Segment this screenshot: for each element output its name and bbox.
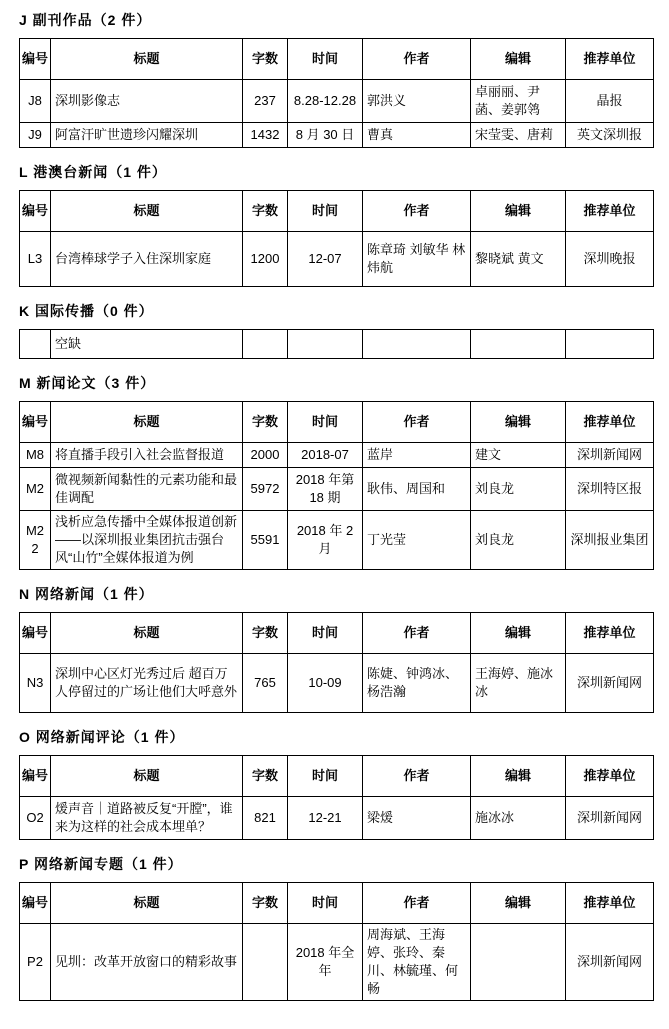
cell-time: 2018 年全年	[288, 924, 363, 1001]
col-header-unit: 推荐单位	[566, 402, 654, 443]
table-row-m8	[20, 443, 654, 468]
cell-time: 10-09	[288, 654, 363, 713]
works-table-m	[19, 401, 654, 570]
col-header-words: 字数	[243, 39, 288, 80]
cell-author: 郭洪义	[363, 80, 471, 123]
table-header-row	[20, 883, 654, 924]
cell-time: 12-21	[288, 797, 363, 840]
col-header-unit: 推荐单位	[566, 191, 654, 232]
col-header-time: 时间	[288, 402, 363, 443]
cell-words: 765	[243, 654, 288, 713]
col-header-unit: 推荐单位	[566, 613, 654, 654]
cell-title: 深圳中心区灯光秀过后 超百万人停留过的广场让他们大呼意外	[51, 654, 243, 713]
cell-editor: 王海婷、施冰冰	[471, 654, 566, 713]
works-table-l	[19, 190, 654, 287]
cell-words: 1200	[243, 232, 288, 287]
col-header-title: 标题	[51, 756, 243, 797]
col-header-unit: 推荐单位	[566, 756, 654, 797]
cell-words: 2000	[243, 443, 288, 468]
cell-time: 8.28-12.28	[288, 80, 363, 123]
col-header-id: 编号	[20, 883, 51, 924]
section-heading: K 国际传播（0 件）	[19, 303, 154, 319]
cell-author: 周海斌、王海婷、张玲、秦川、林毓瑾、何畅	[363, 924, 471, 1001]
col-header-editor: 编辑	[471, 191, 566, 232]
col-header-time: 时间	[288, 613, 363, 654]
table-row-n3	[20, 654, 654, 713]
col-header-time: 时间	[288, 756, 363, 797]
works-table-n	[19, 612, 654, 713]
cell-editor	[471, 924, 566, 1001]
cell-unit: 深圳特区报	[566, 468, 654, 511]
cell-words: 821	[243, 797, 288, 840]
section-k-international-communication	[19, 301, 653, 359]
section-n-online-news	[19, 584, 653, 713]
cell-time: 2018 年 2 月	[288, 511, 363, 570]
col-header-author: 作者	[363, 883, 471, 924]
col-header-id: 编号	[20, 191, 51, 232]
cell-unit: 深圳新闻网	[566, 797, 654, 840]
col-header-time: 时间	[288, 39, 363, 80]
col-header-editor: 编辑	[471, 613, 566, 654]
col-header-editor: 编辑	[471, 402, 566, 443]
table-row-j8	[20, 80, 654, 123]
table-row-m22	[20, 511, 654, 570]
table-header-row	[20, 191, 654, 232]
cell-author	[363, 330, 471, 359]
col-header-author: 作者	[363, 756, 471, 797]
cell-id: M2	[20, 468, 51, 511]
cell-id: P2	[20, 924, 51, 1001]
cell-title: 浅析应急传播中全媒体报道创新 ——以深圳报业集团抗击强台风“山竹”全媒体报道为例	[51, 511, 243, 570]
col-header-words: 字数	[243, 613, 288, 654]
cell-editor: 黎晓斌 黄文	[471, 232, 566, 287]
cell-editor: 建文	[471, 443, 566, 468]
cell-words: 5972	[243, 468, 288, 511]
cell-author: 丁光莹	[363, 511, 471, 570]
section-o-online-news-commentary	[19, 727, 653, 840]
cell-title: 见圳：改革开放窗口的精彩故事	[51, 924, 243, 1001]
col-header-id: 编号	[20, 402, 51, 443]
section-heading: O 网络新闻评论（1 件）	[19, 729, 185, 745]
cell-author: 梁煖	[363, 797, 471, 840]
col-header-title: 标题	[51, 39, 243, 80]
cell-editor: 刘良龙	[471, 468, 566, 511]
cell-unit: 深圳晚报	[566, 232, 654, 287]
cell-title: 深圳影像志	[51, 80, 243, 123]
cell-id: M8	[20, 443, 51, 468]
cell-words: 1432	[243, 123, 288, 148]
section-heading: L 港澳台新闻（1 件）	[19, 164, 167, 180]
col-header-time: 时间	[288, 883, 363, 924]
col-header-unit: 推荐单位	[566, 39, 654, 80]
col-header-words: 字数	[243, 191, 288, 232]
col-header-words: 字数	[243, 402, 288, 443]
cell-time: 2018-07	[288, 443, 363, 468]
col-header-id: 编号	[20, 613, 51, 654]
cell-editor: 刘良龙	[471, 511, 566, 570]
cell-author: 陈婕、钟鸿冰、杨浩瀚	[363, 654, 471, 713]
col-header-title: 标题	[51, 883, 243, 924]
works-table-j	[19, 38, 654, 148]
cell-unit: 深圳新闻网	[566, 654, 654, 713]
cell-title: 微视频新闻黏性的元素功能和最佳调配	[51, 468, 243, 511]
section-j-supplement-works	[19, 10, 653, 148]
col-header-author: 作者	[363, 613, 471, 654]
cell-title: 煖声音｜道路被反复“开膛”，谁来为这样的社会成本埋单？	[51, 797, 243, 840]
table-header-row	[20, 402, 654, 443]
section-heading: N 网络新闻（1 件）	[19, 586, 154, 602]
cell-time: 8 月 30 日	[288, 123, 363, 148]
cell-id: J8	[20, 80, 51, 123]
table-row-o2	[20, 797, 654, 840]
works-table-k	[19, 329, 654, 359]
section-heading: J 副刊作品（2 件）	[19, 12, 152, 28]
cell-editor: 施冰冰	[471, 797, 566, 840]
cell-unit: 深圳新闻网	[566, 924, 654, 1001]
col-header-author: 作者	[363, 402, 471, 443]
col-header-title: 标题	[51, 402, 243, 443]
cell-words: 5591	[243, 511, 288, 570]
section-m-journalism-papers	[19, 373, 653, 570]
cell-author: 陈章琦 刘敏华 林炜航	[363, 232, 471, 287]
cell-unit: 英文深圳报	[566, 123, 654, 148]
col-header-editor: 编辑	[471, 883, 566, 924]
table-header-row	[20, 613, 654, 654]
cell-unit	[566, 330, 654, 359]
cell-words: 237	[243, 80, 288, 123]
col-header-title: 标题	[51, 191, 243, 232]
cell-editor: 宋莹雯、唐莉	[471, 123, 566, 148]
table-row-l3	[20, 232, 654, 287]
col-header-title: 标题	[51, 613, 243, 654]
cell-unit: 晶报	[566, 80, 654, 123]
cell-title: 阿富汗旷世遗珍闪耀深圳	[51, 123, 243, 148]
col-header-editor: 编辑	[471, 39, 566, 80]
col-header-id: 编号	[20, 756, 51, 797]
cell-id: N3	[20, 654, 51, 713]
cell-editor	[471, 330, 566, 359]
cell-time: 2018 年第 18 期	[288, 468, 363, 511]
cell-author: 耿伟、周国和	[363, 468, 471, 511]
table-header-row	[20, 756, 654, 797]
cell-time: 12-07	[288, 232, 363, 287]
cell-title: 将直播手段引入社会监督报道	[51, 443, 243, 468]
cell-unit: 深圳报业集团	[566, 511, 654, 570]
section-heading: P 网络新闻专题（1 件）	[19, 856, 183, 872]
works-table-p	[19, 882, 654, 1001]
col-header-editor: 编辑	[471, 756, 566, 797]
cell-time	[288, 330, 363, 359]
cell-words	[243, 330, 288, 359]
cell-id: J9	[20, 123, 51, 148]
cell-unit: 深圳新闻网	[566, 443, 654, 468]
cell-id: O2	[20, 797, 51, 840]
table-row-m2	[20, 468, 654, 511]
cell-id	[20, 330, 51, 359]
table-row-vacant	[20, 330, 654, 359]
table-row-p2	[20, 924, 654, 1001]
table-header-row	[20, 39, 654, 80]
table-row-j9	[20, 123, 654, 148]
col-header-id: 编号	[20, 39, 51, 80]
cell-id: L3	[20, 232, 51, 287]
col-header-author: 作者	[363, 39, 471, 80]
col-header-time: 时间	[288, 191, 363, 232]
section-l-hk-macao-taiwan-news	[19, 162, 653, 287]
col-header-words: 字数	[243, 756, 288, 797]
works-table-o	[19, 755, 654, 840]
col-header-words: 字数	[243, 883, 288, 924]
cell-title: 空缺	[51, 330, 243, 359]
col-header-author: 作者	[363, 191, 471, 232]
col-header-unit: 推荐单位	[566, 883, 654, 924]
cell-editor: 卓丽丽、尹菡、姜郭鸰	[471, 80, 566, 123]
cell-words	[243, 924, 288, 1001]
cell-id: M22	[20, 511, 51, 570]
cell-title: 台湾棒球学子入住深圳家庭	[51, 232, 243, 287]
cell-author: 蓝岸	[363, 443, 471, 468]
cell-author: 曹真	[363, 123, 471, 148]
section-heading: M 新闻论文（3 件）	[19, 375, 156, 391]
section-p-online-news-feature	[19, 854, 653, 1001]
